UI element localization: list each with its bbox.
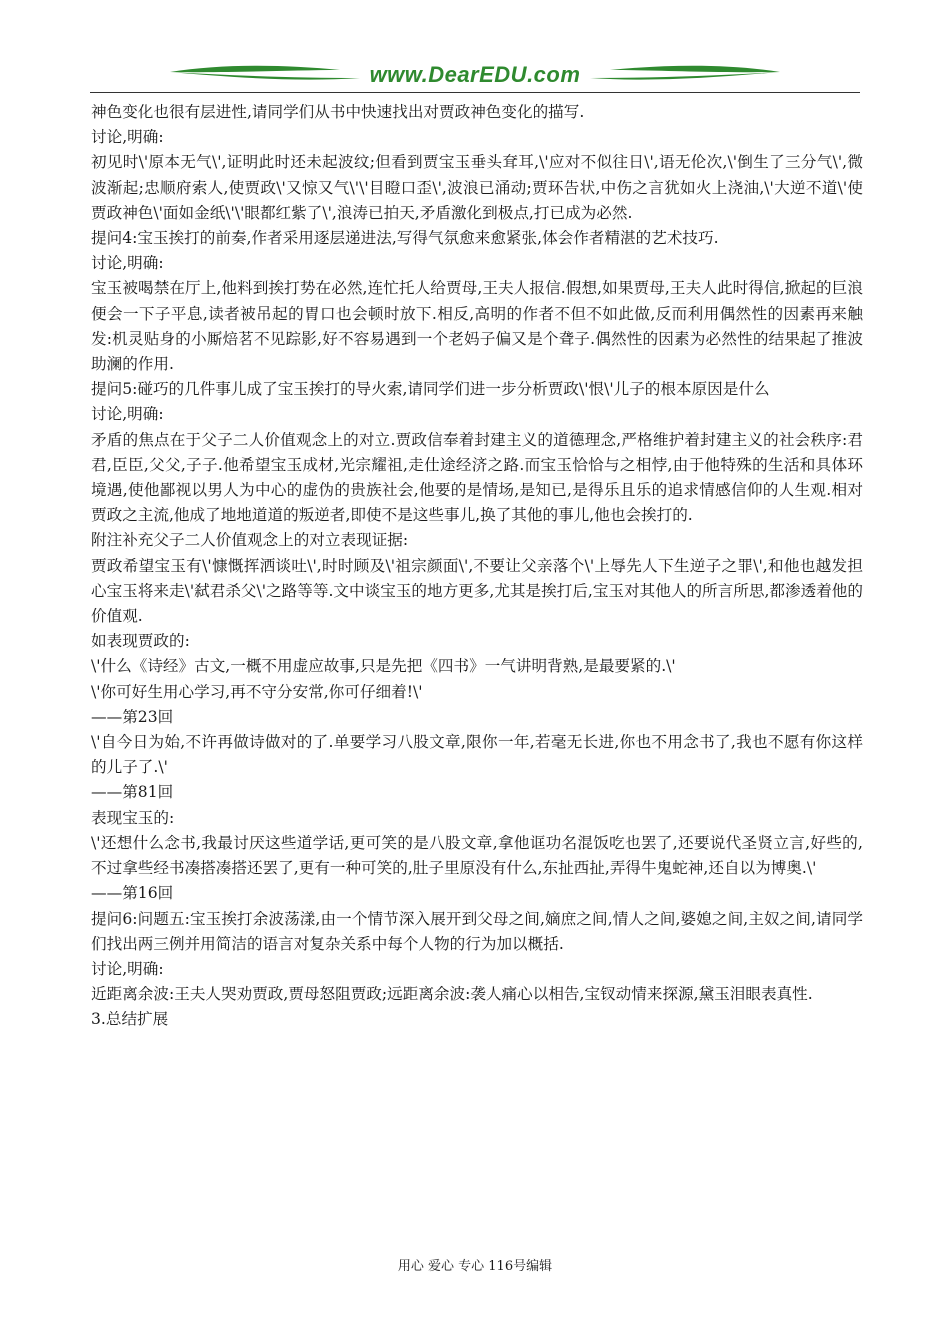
paragraph: 贾政希望宝玉有\'慷慨挥洒谈吐\',时时顾及\'祖宗颜面\',不要让父亲落个\'上辱先人下生逆子之罪\',和他也越发担心宝玉将来走\'弑君杀父\'之路等等.文中谈宝玉的地方更多,尤其是挨打后,宝玉对其他人的所言所思,都渗透着他的价值观.	[91, 556, 863, 626]
paragraph: 讨论,明确:	[91, 959, 164, 978]
site-name: www.DearEDU.com	[369, 62, 581, 87]
paragraph: \'你可好生用心学习,再不守分安常,你可仔细着!\'	[91, 682, 423, 701]
paragraph: 提问5:碰巧的几件事儿成了宝玉挨打的导火索,请同学们进一步分析贾政\'恨\'儿子的根本原因是什么	[91, 380, 770, 399]
paragraph: ——第81回	[91, 783, 174, 802]
document-body	[91, 100, 863, 1033]
paragraph: 3.总结扩展	[91, 1010, 169, 1029]
paragraph: 宝玉被喝禁在厅上,他料到挨打势在必然,连忙托人给贾母,王夫人报信.假想,如果贾母,王夫人此时得信,掀起的巨浪便会一下子平息,读者被吊起的胃口也会顿时放下.相反,高明的作者不但不如此做,反而利用偶然性的因素再来触发:机灵贴身的小厮焙茗不见踪影,好不容易遇到一个老妈子偏又是个聋子.偶然性的因素为必然性的结果起了推波助澜的作用.	[91, 279, 863, 374]
paragraph: \'还想什么念书,我最讨厌这些道学话,更可笑的是八股文章,拿他诓功名混饭吃也罢了,还要说代圣贤立言,好些的,不过拿些经书凑搭凑搭还罢了,更有一种可笑的,肚子里原没有什么,东扯西扯,弄得牛鬼蛇神,还自以为博奥.\'	[91, 833, 863, 878]
paragraph: 矛盾的焦点在于父子二人价值观念上的对立.贾政信奉着封建主义的道德理念,严格维护着封建主义的社会秩序:君君,臣臣,父父,子子.他希望宝玉成材,光宗耀祖,走仕途经济之路.而宝玉恰恰与之相悖,由于他特殊的生活和具体环境遇,使他鄙视以男人为中心的虚伪的贵族社会,他要的是情场,是知已,是得乐且乐的追求情感信仰的人生观.相对贾政之主流,他成了地地道道的叛逆者,即使不是这些事儿,换了其他的事儿,他也会挨打的.	[91, 430, 863, 525]
site-header	[90, 58, 860, 92]
paragraph: 讨论,明确:	[91, 405, 164, 424]
paragraph: \'自今日为始,不许再做诗做对的了.单要学习八股文章,限你一年,若毫无长进,你也不用念书了,我也不愿有你这样的儿子了.\'	[91, 733, 863, 777]
paragraph: 初见时\'原本无气\',证明此时还未起波纹;但看到贾宝玉垂头耷耳,\'应对不似往日\',语无伦次,\'倒生了三分气\',微波渐起;忠顺府索人,使贾政\'又惊又气\'\'目瞪口歪\',波浪已涌动;贾环告状,中伤之言犹如火上浇油,\'大逆不道\'使贾政神色\'面如金纸\'\'眼都红紫了\',浪涛已拍天,矛盾激化到极点,打已成为必然.	[91, 153, 863, 222]
paragraph: 提问4:宝玉挨打的前奏,作者采用逐层递进法,写得气氛愈来愈紧张,体会作者精湛的艺术技巧.	[91, 229, 719, 248]
paragraph: 提问6:问题五:宝玉挨打余波荡漾,由一个情节深入展开到父母之间,嫡庶之间,情人之间,婆媳之间,主奴之间,请同学们找出两三例并用简洁的语言对复杂关系中每个人物的行为加以概括.	[91, 909, 863, 953]
paragraph: 神色变化也很有层进性,请同学们从书中快速找出对贾政神色变化的描写.	[91, 103, 585, 121]
paragraph: 附注补充父子二人价值观念上的对立表现证据:	[91, 531, 409, 550]
page-footer: 用心 爱心 专心 116号编辑	[397, 1259, 553, 1274]
header-divider	[90, 92, 860, 93]
paragraph: 表现宝玉的:	[91, 808, 175, 827]
paragraph: 如表现贾政的:	[91, 632, 190, 651]
paragraph: 讨论,明确:	[91, 254, 164, 273]
paragraph: ——第23回	[91, 707, 174, 726]
paragraph: \'什么《诗经》古文,一概不用虚应故事,只是先把《四书》一气讲明背熟,是最要紧的.\'	[91, 657, 676, 676]
paragraph: 讨论,明确:	[91, 128, 164, 147]
paragraph: 近距离余波:王夫人哭劝贾政,贾母怒阻贾政;远距离余波:袭人痛心以相告,宝钗动情来探源,黛玉泪眼表真性.	[91, 985, 813, 1004]
paragraph: ——第16回	[91, 884, 174, 903]
